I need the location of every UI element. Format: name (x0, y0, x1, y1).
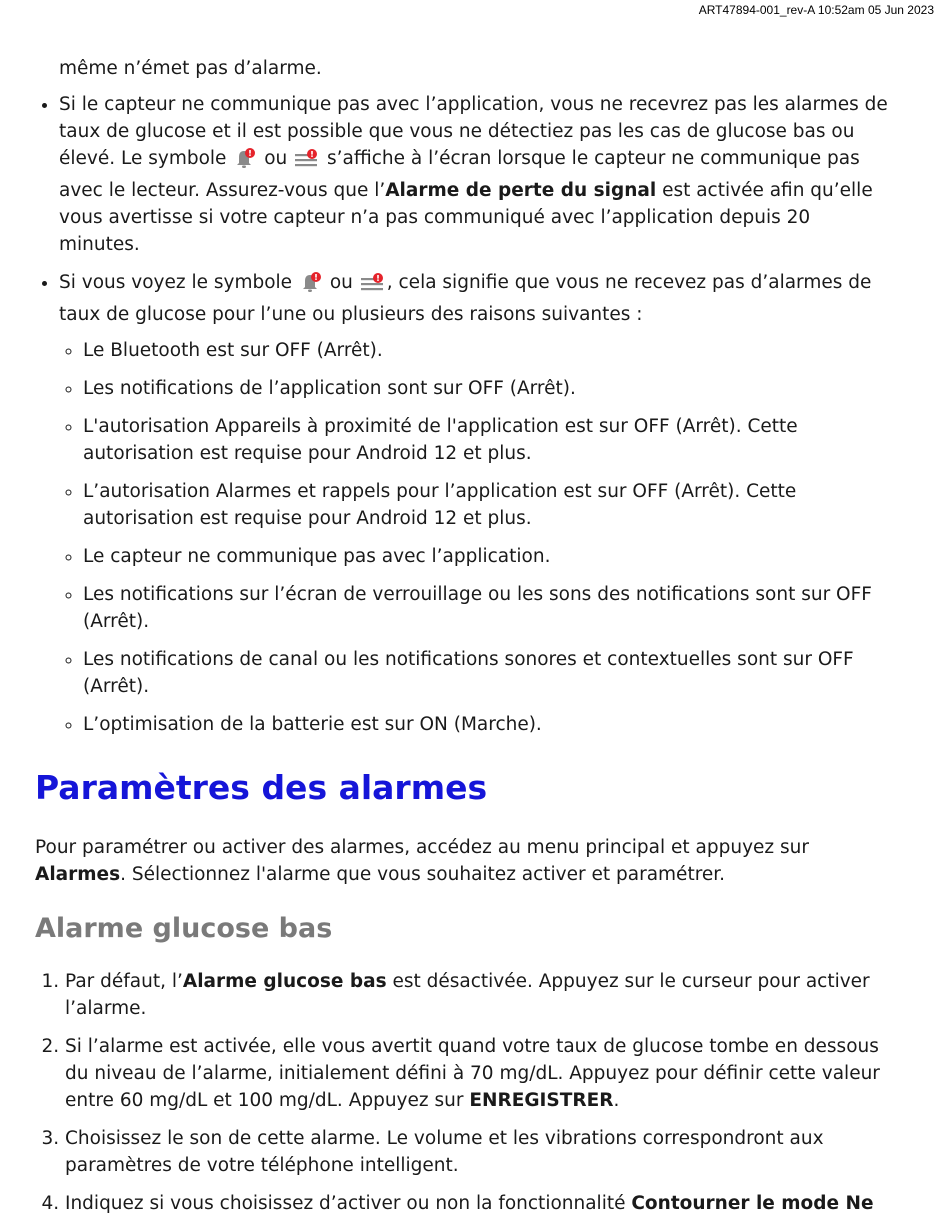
list-item: ◦ Les notifications sur l’écran de verrouillage ou les sons des notifications sont sur OFF (Arrêt). (83, 581, 895, 635)
subsection-title: Alarme glucose bas (35, 913, 333, 944)
intro-line: même n’émet pas d’alarme. (59, 58, 322, 79)
list-alert-icon (295, 149, 319, 177)
list-item: ◦ L’autorisation Alarmes et rappels pour l’application est sur OFF (Arrêt). Cette autorisation est requise pour Android 12 et plus. (83, 478, 895, 532)
list-item: ◦ L'autorisation Appareils à proximité de l'application est sur OFF (Arrêt). Cette autorisation est requise pour Android 12 et plus. (83, 413, 895, 467)
step-item: 2. Si l’alarme est activée, elle vous avertit quand votre taux de glucose tombe en dessous du niveau de l’alarme, initialement défini à 70 mg/dL. Appuyez pour définir cette valeur entre 60 mg/dL et 100 mg/dL. Appuyez sur ENREGISTRER. (65, 1033, 895, 1114)
list-item: ◦ L’optimisation de la batterie est sur ON (Marche). (83, 711, 895, 738)
list-alert-icon (361, 273, 385, 301)
list-item: ◦ Les notifications de l’application sont sur OFF (Arrêt). (83, 375, 895, 402)
page-content (35, 55, 895, 1228)
list-item: ◦ Le Bluetooth est sur OFF (Arrêt). (83, 337, 895, 364)
list-item: ◦ Le capteur ne communique pas avec l’application. (83, 543, 895, 570)
step-item: 1. Par défaut, l’Alarme glucose bas est désactivée. Appuyez sur le curseur pour activer l’alarme. (65, 968, 895, 1022)
steps-list (35, 968, 895, 1217)
reasons-list (59, 337, 895, 738)
step-item: 3. Choisissez le son de cette alarme. Le volume et les vibrations correspondront aux paramètres de votre téléphone intelligent. (65, 1125, 895, 1179)
step-item: 4. Indiquez si vous choisissez d’activer ou non la fonctionnalité Contourner le mode Ne (65, 1190, 895, 1217)
section-intro: Pour paramétrer ou activer des alarmes, accédez au menu principal et appuyez sur Alarmes. Sélectionnez l'alarme que vous souhaitez activer et paramétrer. (35, 837, 809, 885)
section-title: Paramètres des alarmes (35, 768, 488, 807)
list-item: ◦ Les notifications de canal ou les notifications sonores et contextuelles sont sur OFF (Arrêt). (83, 646, 895, 700)
document-reference: ART47894-001_rev-A 10:52am 05 Jun 2023 (698, 3, 934, 17)
bell-alert-icon (234, 147, 256, 177)
bell-alert-icon (300, 271, 322, 301)
bullet-list (35, 91, 895, 738)
bullet-signal-loss: • Si le capteur ne communique pas avec l’application, vous ne recevrez pas les alarmes de taux de glucose et il est possible que vous ne détectiez pas les cas de glucose bas ou élevé. Le symbole ou s’affiche à l’écran lorsque le capteur ne communique pas avec le lecteur. Assurez-vous que l’Alarme de perte du signal est activée afin qu’elle vous avertisse si votre capteur n’a pas communiqué avec l’application depuis 20 minutes. (59, 91, 895, 258)
bullet-no-alarms: • Si vous voyez le symbole ou , cela signifie que vous ne recevez pas d’alarmes de taux de glucose pour l’une ou plusieurs des raisons suivantes : ◦ Le Bluetooth est sur OFF (Arrêt). ◦ Les notifications de l’application sont sur OFF (Arrêt). ◦ L'autorisation Appareils à proximité de l'application est sur OFF (Arrêt). Cette autorisation est requise pour Android 12 et plus. ◦ L’autorisation Alarmes et rappels pour l’application est sur OFF (Arrêt). Cette autorisation est requise pour Android 12 et plus. ◦ Le capteur ne communique pas avec l’application. ◦ Les notifications sur l’écran de verrouillage ou les sons des notifications sont sur OFF (Arrêt). ◦ Les notifications de canal ou les notifications sonores et contextuelles sont sur OFF (Arrêt). ◦ L’optimisation de la batterie est sur ON (Marche). (59, 269, 895, 738)
